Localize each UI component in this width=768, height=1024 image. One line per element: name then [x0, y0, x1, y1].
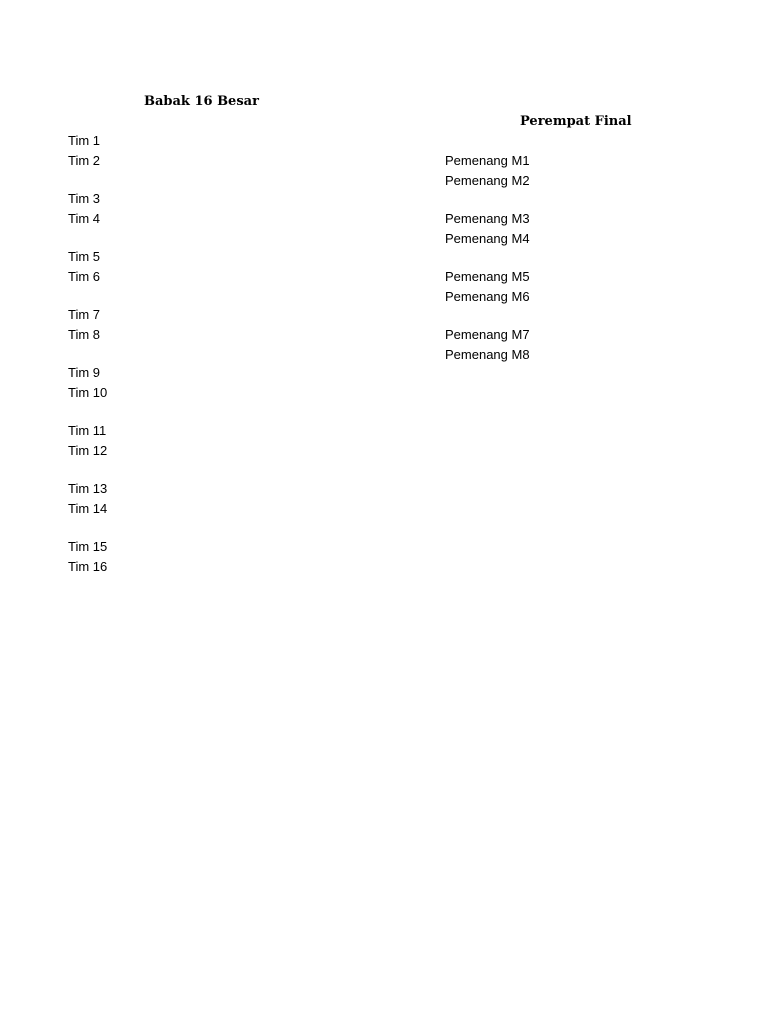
quarter-final-match-1	[445, 151, 530, 190]
winner-cell: Pemenang M4	[445, 230, 530, 246]
winner-cell: Pemenang M2	[445, 172, 530, 188]
team-cell: Tim 14	[68, 500, 108, 516]
quarter-final-list	[445, 151, 530, 364]
team-cell: Tim 7	[68, 307, 101, 322]
team-cell: Tim 2	[68, 152, 101, 168]
team-cell: Tim 8	[68, 326, 101, 342]
round-of-16-match-3	[68, 247, 107, 286]
winner-cell: Pemenang M7	[445, 327, 530, 342]
team-cell: Tim 5	[68, 249, 101, 264]
team-cell: Tim 15	[68, 539, 108, 554]
team-cell: Tim 6	[68, 268, 101, 284]
round-of-16-match-1	[68, 131, 107, 170]
team-cell: Tim 16	[68, 558, 108, 574]
winner-cell: Pemenang M5	[445, 269, 530, 284]
round-of-16-list	[68, 131, 107, 576]
round-of-16-match-6	[68, 421, 107, 460]
team-cell: Tim 10	[68, 384, 108, 400]
round-of-16-match-8	[68, 537, 107, 576]
quarter-final-match-4	[445, 325, 530, 364]
team-cell: Tim 13	[68, 481, 108, 496]
winner-cell: Pemenang M1	[445, 153, 530, 168]
round-of-16-match-2	[68, 189, 107, 228]
quarter-final-match-3	[445, 267, 530, 306]
team-cell: Tim 3	[68, 191, 101, 206]
winner-cell: Pemenang M8	[445, 346, 530, 362]
quarter-final-match-2	[445, 209, 530, 248]
team-cell: Tim 9	[68, 365, 101, 380]
team-cell: Tim 11	[68, 423, 107, 438]
team-cell: Tim 4	[68, 210, 101, 226]
winner-cell: Pemenang M6	[445, 288, 530, 304]
round-of-16-match-5	[68, 363, 107, 402]
round-of-16-match-4	[68, 305, 107, 344]
round-of-16-title: Babak 16 Besar	[144, 94, 259, 109]
quarter-final-title: Perempat Final	[520, 114, 632, 129]
team-cell: Tim 12	[68, 442, 108, 458]
team-cell: Tim 1	[68, 133, 101, 148]
winner-cell: Pemenang M3	[445, 211, 530, 226]
round-of-16-match-7	[68, 479, 107, 518]
